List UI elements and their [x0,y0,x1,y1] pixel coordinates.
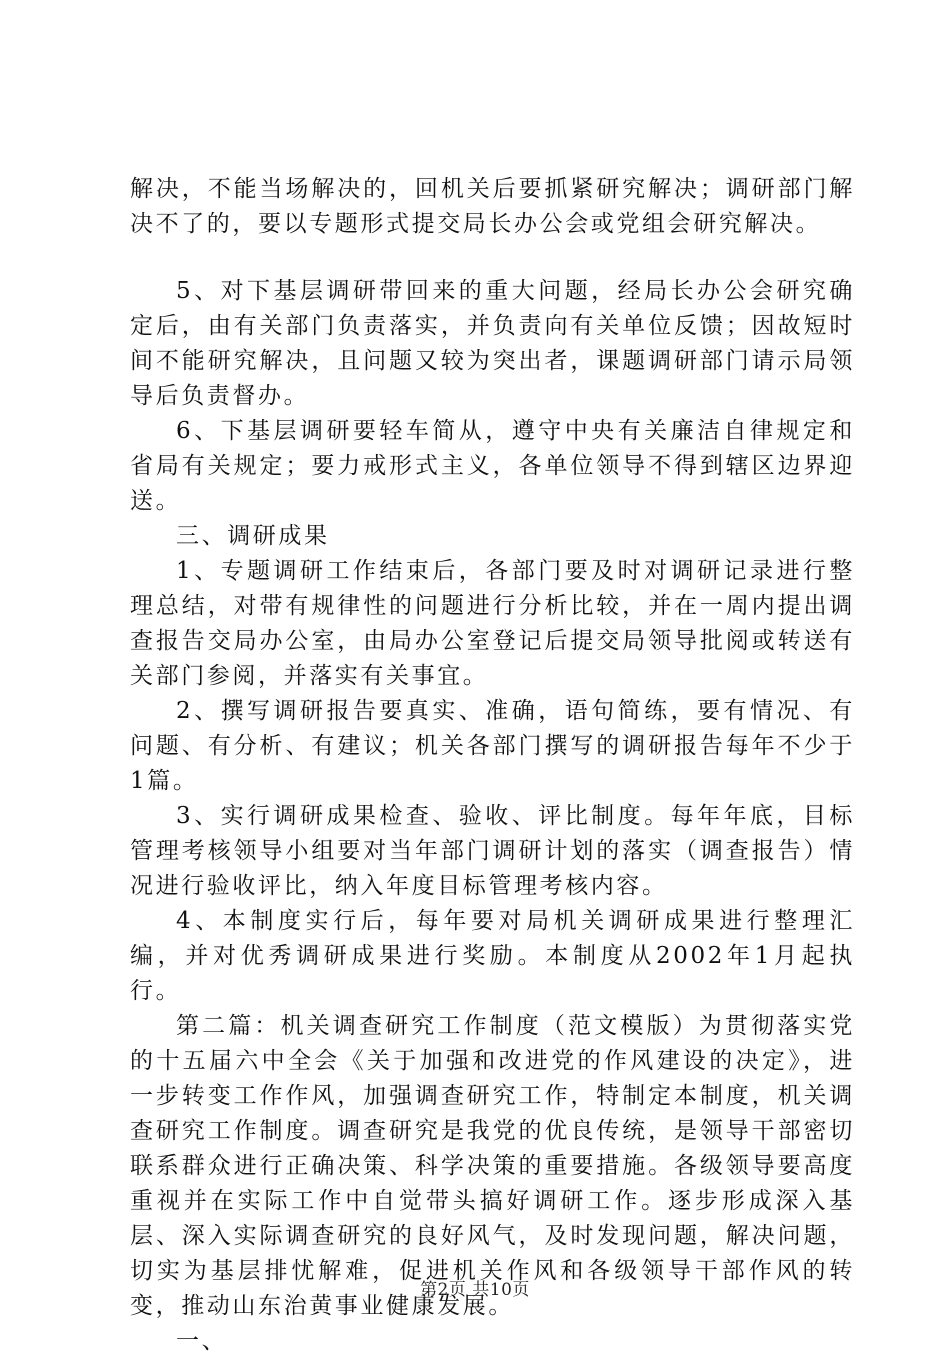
paragraph-second-article: 第二篇：机关调查研究工作制度（范文模版）为贯彻落实党的十五届六中全会《关于加强和改进党的作风建设的决定》，进一步转变工作作风，加强调查研究工作，特制定本制度，机关调查研究工作制度。调查研究是我党的优良传统，是领导干部密切联系群众进行正确决策、科学决策的重要措施。各级领导要高度重视并在实际工作中自觉带头搞好调研工作。逐步形成深入基层、深入实际调查研究的良好风气，及时发现问题，解决问题，切实为基层排忧解难，促进机关作风和各级领导干部作风的转变，推动山东治黄事业健康发展。 [130,1013,855,1319]
paragraph-item-6: 6、下基层调研要轻车简从，遵守中央有关廉洁自律规定和省局有关规定；要力戒形式主义，各单位领导不得到辖区边界迎送。 [130,418,855,514]
paragraph-item-5: 5、对下基层调研带回来的重大问题，经局长办公会研究确定后，由有关部门负责落实，并负责向有关单位反馈；因故短时间不能研究解决，且问题又较为突出者，课题调研部门请示局领导后负责督办。 [130,278,855,409]
paragraph-result-4: 4、本制度实行后，每年要对局机关调研成果进行整理汇编，并对优秀调研成果进行奖励。本制度从2002年1月起执行。 [130,908,855,1004]
document-body [130,172,855,1359]
paragraph-result-2: 2、撰写调研报告要真实、准确，语句简练，要有情况、有问题、有分析、有建议；机关各部门撰写的调研报告每年不少于1篇。 [130,698,855,794]
paragraph-result-1: 1、专题调研工作结束后，各部门要及时对调研记录进行整理总结，对带有规律性的问题进行分析比较，并在一周内提出调查报告交局办公室，由局办公室登记后提交局领导批阅或转送有关部门参阅，并落实有关事宜。 [130,558,855,689]
page-number-footer: 第2页 共10页 [420,1280,530,1300]
section-heading-research-results: 三、调研成果 [176,523,330,549]
paragraph-continuation: 解决，不能当场解决的，回机关后要抓紧研究解决；调研部门解决不了的，要以专题形式提交局长办公会或党组会研究解决。 [130,176,855,237]
paragraph-result-3: 3、实行调研成果检查、验收、评比制度。每年年底，目标管理考核领导小组要对当年部门调研计划的落实（调查报告）情况进行验收评比，纳入年度目标管理考核内容。 [130,803,855,899]
section-heading-one: 一、 [176,1328,228,1354]
